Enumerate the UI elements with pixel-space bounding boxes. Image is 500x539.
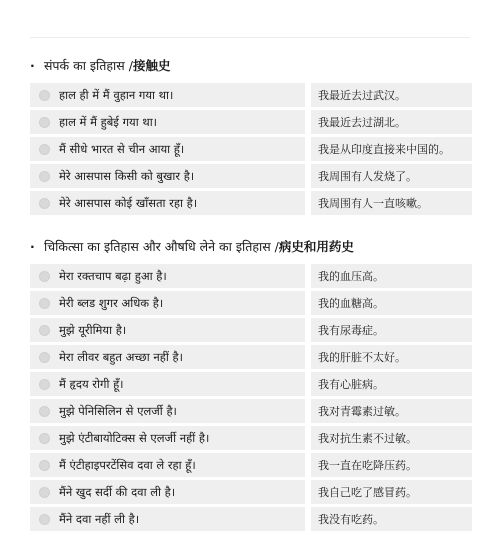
chinese-phrase: 我对青霉素过敏。: [311, 399, 472, 423]
hindi-cell: [30, 426, 305, 450]
section-contact-history: [30, 56, 472, 218]
section-title: [30, 56, 472, 76]
radio-icon[interactable]: [39, 460, 50, 471]
phrase-row[interactable]: [30, 191, 472, 215]
radio-icon[interactable]: [39, 487, 50, 498]
radio-icon[interactable]: [39, 198, 50, 209]
hindi-cell: [30, 507, 305, 531]
chinese-phrase: 我的血糖高。: [311, 291, 472, 315]
hindi-phrase: मैंने खुद सर्दी की दवा ली है।: [59, 484, 176, 499]
hindi-phrase: मैं हृदय रोगी हूँ।: [59, 376, 124, 391]
hindi-phrase: मेरा रक्तचाप बढ़ा हुआ है।: [59, 268, 167, 283]
phrase-row[interactable]: [30, 480, 472, 504]
phrase-row[interactable]: [30, 110, 472, 134]
hindi-phrase: मुझे पेनिसिलिन से एलर्जी है।: [59, 403, 177, 418]
radio-icon[interactable]: [39, 117, 50, 128]
hindi-cell: [30, 191, 305, 215]
hindi-phrase: हाल ही में मैं वुहान गया था।: [59, 87, 174, 102]
chinese-phrase: 我有心脏病。: [311, 372, 472, 396]
section-title-chinese: 病史和用药史: [278, 239, 354, 254]
chinese-phrase: 我最近去过武汉。: [311, 83, 472, 107]
phrase-list: [30, 83, 472, 215]
hindi-phrase: मुझे एंटीबायोटिक्स से एलर्जी नहीं है।: [59, 430, 210, 445]
hindi-cell: [30, 164, 305, 188]
hindi-cell: [30, 372, 305, 396]
phrase-row[interactable]: [30, 399, 472, 423]
chinese-phrase: 我的血压高。: [311, 264, 472, 288]
bullet: ·: [30, 239, 35, 254]
chinese-phrase: 我对抗生素不过敏。: [311, 426, 472, 450]
hindi-cell: [30, 453, 305, 477]
section-title-hindi: चिकित्सा का इतिहास और औषधि लेने का इतिहास /: [43, 239, 279, 254]
chinese-phrase: 我周围有人发烧了。: [311, 164, 472, 188]
hindi-cell: [30, 480, 305, 504]
phrase-row[interactable]: [30, 426, 472, 450]
phrase-row[interactable]: [30, 164, 472, 188]
chinese-phrase: 我周围有人一直咳嗽。: [311, 191, 472, 215]
hindi-phrase: मेरे आसपास कोई खाँसता रहा है।: [59, 195, 198, 210]
hindi-phrase: मुझे यूरीमिया है।: [59, 322, 127, 337]
radio-icon[interactable]: [39, 298, 50, 309]
top-divider: [30, 37, 470, 38]
hindi-phrase: मेरा लीवर बहुत अच्छा नहीं है।: [59, 349, 183, 364]
section-title-chinese: 接触史: [132, 58, 171, 73]
hindi-cell: [30, 345, 305, 369]
phrase-row[interactable]: [30, 318, 472, 342]
hindi-phrase: मैं सीधे भारत से चीन आया हूँ।: [59, 141, 185, 156]
radio-icon[interactable]: [39, 90, 50, 101]
chinese-phrase: 我自己吃了感冒药。: [311, 480, 472, 504]
section-title: [30, 237, 472, 257]
hindi-phrase: मेरे आसपास किसी को बुखार है।: [59, 168, 195, 183]
hindi-cell: [30, 264, 305, 288]
phrase-row[interactable]: [30, 453, 472, 477]
phrase-row[interactable]: [30, 264, 472, 288]
section-medical-history: [30, 237, 472, 534]
phrase-row[interactable]: [30, 345, 472, 369]
chinese-phrase: 我最近去过湖北。: [311, 110, 472, 134]
chinese-phrase: 我的肝脏不太好。: [311, 345, 472, 369]
phrase-row[interactable]: [30, 83, 472, 107]
radio-icon[interactable]: [39, 406, 50, 417]
hindi-phrase: मेरी ब्लड शुगर अधिक है।: [59, 295, 164, 310]
chinese-phrase: 我一直在吃降压药。: [311, 453, 472, 477]
chinese-phrase: 我没有吃药。: [311, 507, 472, 531]
hindi-cell: [30, 399, 305, 423]
hindi-cell: [30, 318, 305, 342]
section-title-hindi: संपर्क का इतिहास /: [43, 58, 133, 73]
phrase-row[interactable]: [30, 137, 472, 161]
radio-icon[interactable]: [39, 514, 50, 525]
radio-icon[interactable]: [39, 325, 50, 336]
radio-icon[interactable]: [39, 144, 50, 155]
phrase-row[interactable]: [30, 507, 472, 531]
phrase-row[interactable]: [30, 291, 472, 315]
hindi-cell: [30, 291, 305, 315]
hindi-phrase: मैंने दवा नहीं ली है।: [59, 511, 140, 526]
hindi-phrase: हाल में मैं हुबेई गया था।: [59, 114, 158, 129]
bullet: ·: [30, 58, 35, 73]
hindi-cell: [30, 137, 305, 161]
radio-icon[interactable]: [39, 352, 50, 363]
hindi-cell: [30, 83, 305, 107]
radio-icon[interactable]: [39, 379, 50, 390]
phrase-row[interactable]: [30, 372, 472, 396]
phrase-list: [30, 264, 472, 531]
chinese-phrase: 我是从印度直接来中国的。: [311, 137, 472, 161]
radio-icon[interactable]: [39, 271, 50, 282]
chinese-phrase: 我有尿毒症。: [311, 318, 472, 342]
hindi-cell: [30, 110, 305, 134]
radio-icon[interactable]: [39, 171, 50, 182]
radio-icon[interactable]: [39, 433, 50, 444]
hindi-phrase: मैं एंटीहाइपरटेंसिव दवा ले रहा हूँ।: [59, 457, 196, 472]
